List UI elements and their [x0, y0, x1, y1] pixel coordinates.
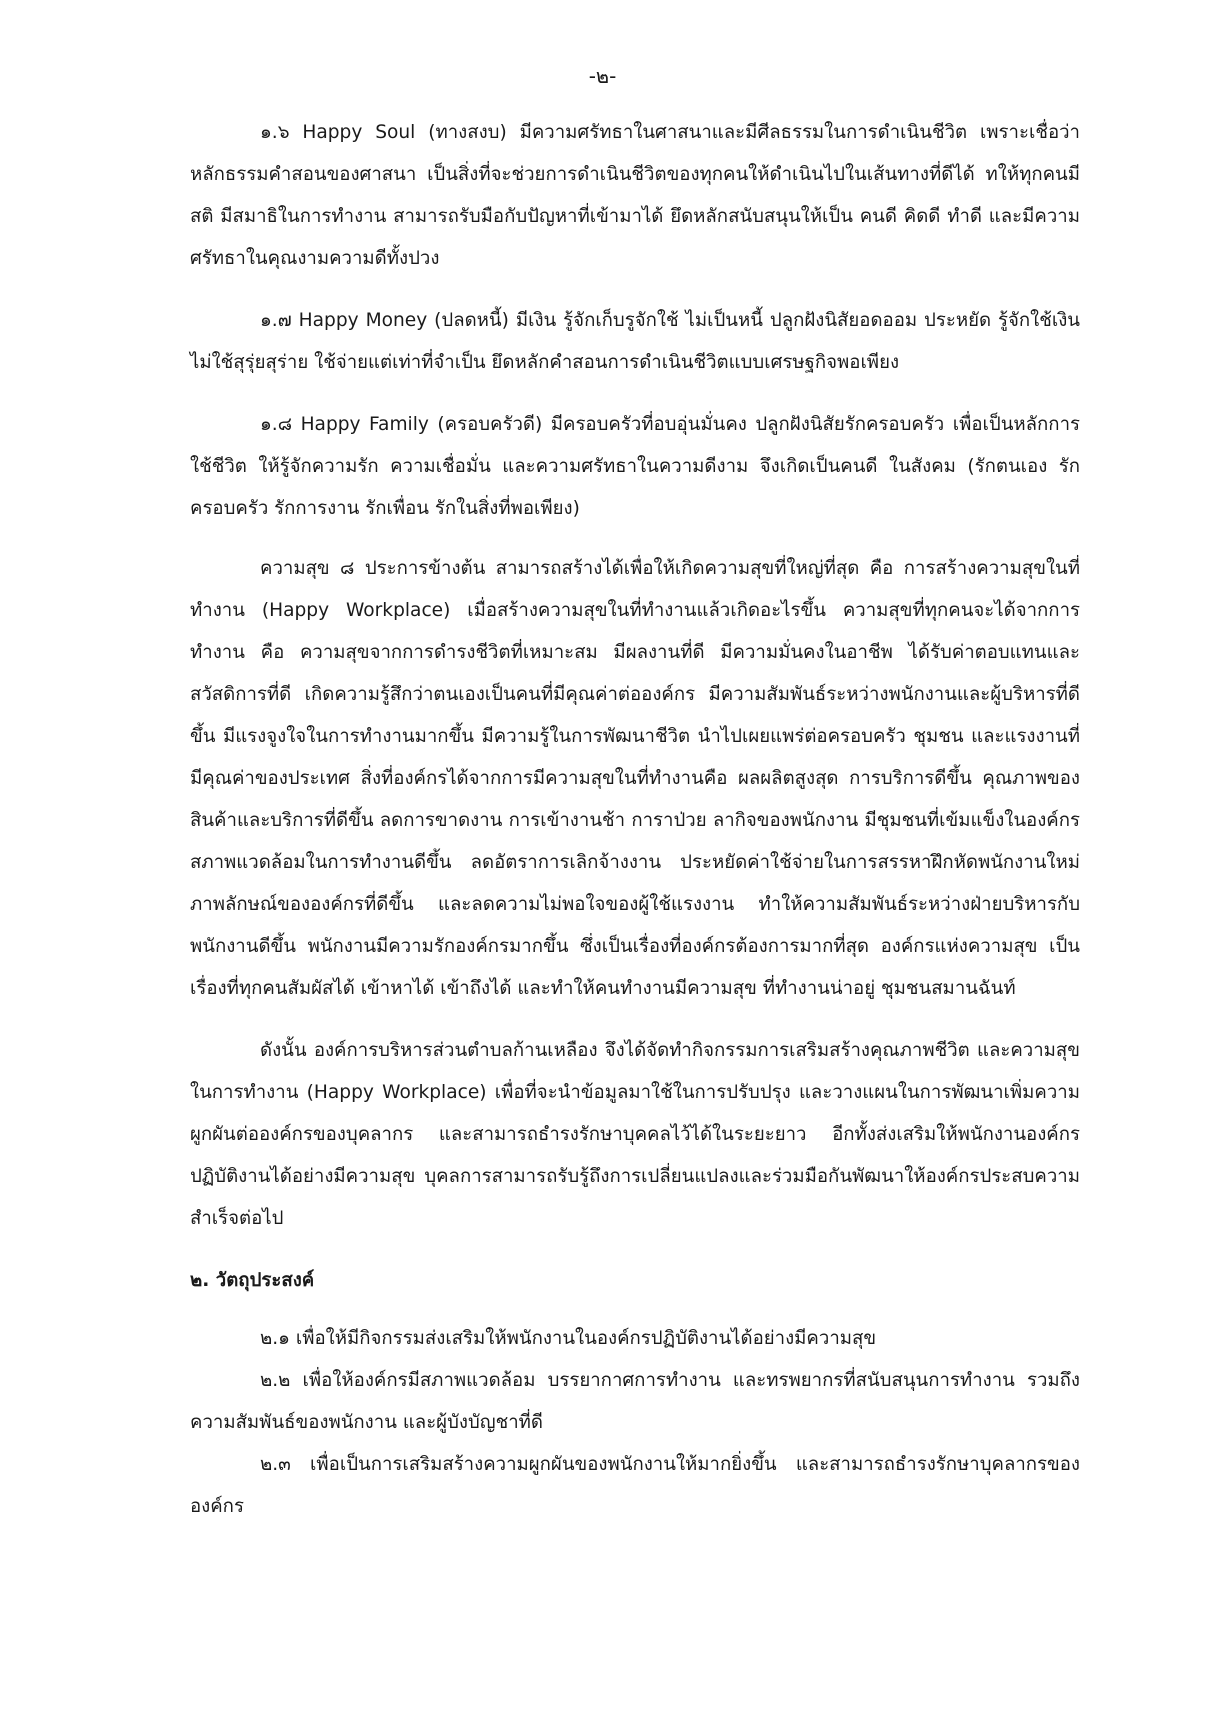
paragraph-therefore: ดังนั้น องค์การบริหารส่วนตำบลก้านเหลือง จึงได้จัดทำกิจกรรมการเสริมสร้างคุณภาพชีวิต และความสุขในการทำงาน (Happy Workplace) เพื่อที่จะนำข้อมูลมาใช้ในการปรับปรุง และวางแผนในการพัฒนาเพิ่มความผูกผันต่อองค์กรของบุคลากร และสามารถธำรงรักษาบุคคลไว้ได้ในระยะยาว อีกทั้งส่งเสริมให้พนักงานองค์กรปฏิบัติงานได้อย่างมีความสุข บุคลการสามารถรับรู้ถึงการเปลี่ยนแปลงและร่วมมือกันพัฒนาให้องค์กรประสบความสำเร็จต่อไป — [190, 1040, 1080, 1229]
paragraph-happy-family: ๑.๘ Happy Family (ครอบครัวดี) มีครอบครัวที่อบอุ่นมั่นคง ปลูกฝังนิสัยรักครอบครัว เพื่อเป็นหลักการใช้ชีวิต ให้รู้จักความรัก ความเชื่อมั่น และความศรัทธาในความดีงาม จึงเกิดเป็นคนดี ในสังคม (รักตนเอง รักครอบครัว รักการงาน รักเพื่อน รักในสิ่งที่พอเพียง) — [190, 414, 1080, 519]
paragraph-happy-soul: ๑.๖ Happy Soul (ทางสงบ) มีความศรัทธาในศาสนาและมีศีลธรรมในการดำเนินชีวิต เพราะเชื่อว่าหลักธรรมคำสอนของศาสนา เป็นสิ่งที่จะช่วยการดำเนินชีวิตของทุกคนให้ดำเนินไปในเส้นทางที่ดีได้ ทให้ทุกคนมีสติ มีสมาธิในการทำงาน สามารถรับมือกับปัญหาที่เข้ามาได้ ยึดหลักสนับสนุนให้เป็น คนดี คิดดี ทำดี และมีความศรัทธาในคุณงามความดีทั้งปวง — [190, 122, 1080, 269]
objectives-heading: ๒. วัตถุประสงค์ — [190, 1270, 315, 1291]
paragraph-happy-money: ๑.๗ Happy Money (ปลดหนี้) มีเงิน รู้จักเก็บรูจักใช้ ไม่เป็นหนี้ ปลูกฝังนิสัยอดออม ประหยัด รู้จักใช้เงิน ไม่ใช้สุรุ่ยสุร่าย ใช้จ่ายแต่เท่าที่จำเป็น ยึดหลักคำสอนการดำเนินชีวิตแบบเศรษฐกิจพอเพียง — [190, 310, 1080, 373]
paragraph-eight-happiness: ความสุข ๘ ประการข้างต้น สามารถสร้างได้เพื่อให้เกิดความสุขที่ใหญ่ที่สุด คือ การสร้างความสุขในที่ทำงาน (Happy Workplace) เมื่อสร้างความสุขในที่ทำงานแล้วเกิดอะไรขึ้น ความสุขที่ทุกคนจะได้จากการทำงาน คือ ความสุขจากการดำรงชีวิตที่เหมาะสม มีผลงานที่ดี มีความมั่นคงในอาชีพ ได้รับค่าตอบแทนและสวัสดิการที่ดี เกิดความรู้สึกว่าตนเองเป็นคนที่มีคุณค่าต่อองค์กร มีความสัมพันธ์ระหว่างพนักงานและผู้บริหารที่ดีขึ้น มีแรงจูงใจในการทำงานมากขึ้น มีความรู้ในการพัฒนาชีวิต นำไปเผยแพร่ต่อครอบครัว ชุมชน และแรงงานที่มีคุณค่าของประเทศ สิ่งที่องค์กรได้จากการมีความสุขในที่ทำงานคือ ผลผลิตสูงสุด การบริการดีขึ้น คุณภาพของสินค้าและบริการที่ดีขึ้น ลดการขาดงาน การเข้างานช้า การาป่วย ลากิจของพนักงาน มีชุมชนที่เข้มแข็งในองค์กร สภาพแวดล้อมในการทำงานดีขึ้น ลดอัตราการเลิกจ้างงาน ประหยัดค่าใช้จ่ายในการสรรหาฝึกหัดพนักงานใหม่ ภาพลักษณ์ขององค์กรที่ดีขึ้น และลดความไม่พอใจของผู้ใช้แรงงาน ทำให้ความสัมพันธ์ระหว่างฝ่ายบริหารกับพนักงานดีขึ้น พนักงานมีความรักองค์กรมากขึ้น ซึ่งเป็นเรื่องที่องค์กรต้องการมากที่สุด องค์กรแห่งความสุข เป็นเรื่องที่ทุกคนสัมผัสได้ เข้าหาได้ เข้าถึงได้ และทำให้คนทำงานมีความสุข ที่ทำงานน่าอยู่ ชุมชนสมานฉันท์ — [190, 558, 1081, 999]
objective-item: ๒.๒ เพื่อให้องค์กรมีสภาพแวดล้อม บรรยากาศการทำงาน และทรพยากรที่สนับสนุนการทำงาน รวมถึงความสัมพันธ์ของพนักงาน และผู้บังบัญชาที่ดี — [190, 1370, 1080, 1433]
document-body — [190, 112, 1080, 1528]
page-number: -๒- — [588, 64, 617, 88]
objective-item: ๒.๑ เพื่อให้มีกิจกรรมส่งเสริมให้พนักงานในองค์กรปฏิบัติงานได้อย่างมีความสุข — [260, 1328, 877, 1349]
objective-item: ๒.๓ เพื่อเป็นการเสริมสร้างความผูกผันของพนักงานให้มากยิ่งขึ้น และสามารถธำรงรักษาบุคลากรขององค์กร — [190, 1454, 1080, 1517]
